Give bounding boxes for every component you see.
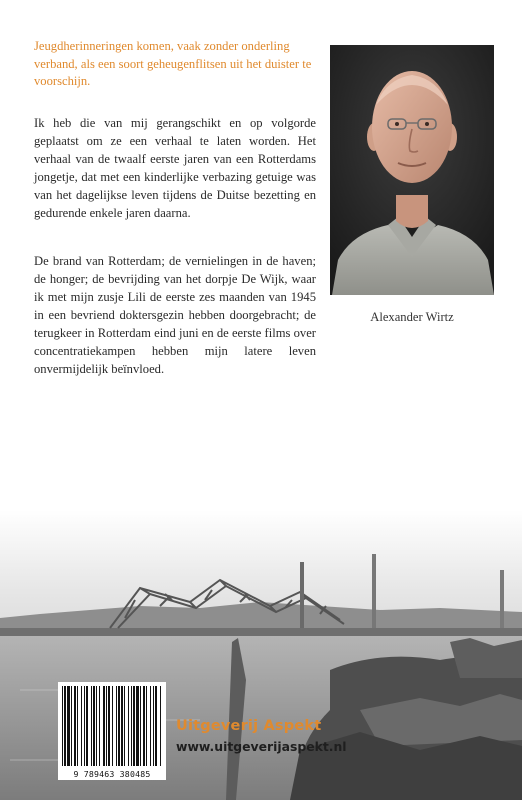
barcode-bar: [143, 686, 145, 766]
barcode-bar: [91, 686, 92, 766]
barcode-bar: [64, 686, 66, 766]
barcode-bar: [81, 686, 82, 766]
isbn-barcode: [58, 682, 166, 768]
barcode-bar: [150, 686, 151, 766]
body-paragraph-1: Ik heb die van mij gerangschikt en op volgorde geplaatst om ze een verhaal te laten worden. Het verhaal van de twaalf eerste jaren van een Rotterdams jongetje, dat met een kinderlijke verbazing getuige was van het dagelijkse leven tijdens de Duitse bezetting en gedurende enkele jaren daarna.: [34, 116, 316, 220]
barcode-bar: [128, 686, 129, 766]
barcode-bar: [146, 686, 147, 766]
barcode-bar: [133, 686, 135, 766]
barcode-bar: [77, 686, 78, 766]
body-paragraph-2: De brand van Rotterdam; de vernielingen in de haven; de honger; de bevrijding van het dorpje De Wijk, waar ik met mijn zusje Lili de eerste zes maanden van 1945 in een bevriend doktersgezin hebben doorgebracht; de terugkeer in Rotterdam eind juni en de eerste films over concentratiekampen hebben mijn latere leven onvermijdelijk beïnvloed.: [34, 254, 316, 376]
author-caption: Alexander Wirtz: [370, 310, 454, 324]
barcode-bar: [62, 686, 63, 766]
author-photo: [330, 45, 494, 295]
barcode-bar: [116, 686, 117, 766]
barcode-bar: [71, 686, 72, 766]
barcode-bar: [136, 686, 139, 766]
barcode-bar: [84, 686, 85, 766]
barcode-bar: [67, 686, 70, 766]
barcode-bar: [106, 686, 107, 766]
barcode-bar: [93, 686, 95, 766]
intro-text: Jeugdherinneringen komen, vaak zonder onderling verband, als een soort geheugenflitsen uit het duister te voorschijn.: [34, 39, 312, 89]
barcode-bar: [124, 686, 125, 766]
barcode-bar: [99, 686, 100, 766]
barcode-bar: [140, 686, 141, 766]
barcode-bar: [153, 686, 154, 766]
barcode-bar: [86, 686, 88, 766]
barcode-bar: [112, 686, 113, 766]
barcode-bar: [103, 686, 105, 766]
barcode-bar: [118, 686, 120, 766]
barcode-bar: [96, 686, 97, 766]
barcode-bar: [74, 686, 76, 766]
barcode-bar: [160, 686, 161, 766]
publisher-name: Uitgeverij Aspekt: [176, 718, 322, 734]
barcode-bar: [131, 686, 132, 766]
barcode-bar: [121, 686, 123, 766]
isbn-digits: 9 789463 380485: [58, 768, 166, 780]
publisher-website: www.uitgeverijaspekt.nl: [176, 739, 347, 754]
barcode-bar: [155, 686, 157, 766]
barcode-bar: [108, 686, 110, 766]
